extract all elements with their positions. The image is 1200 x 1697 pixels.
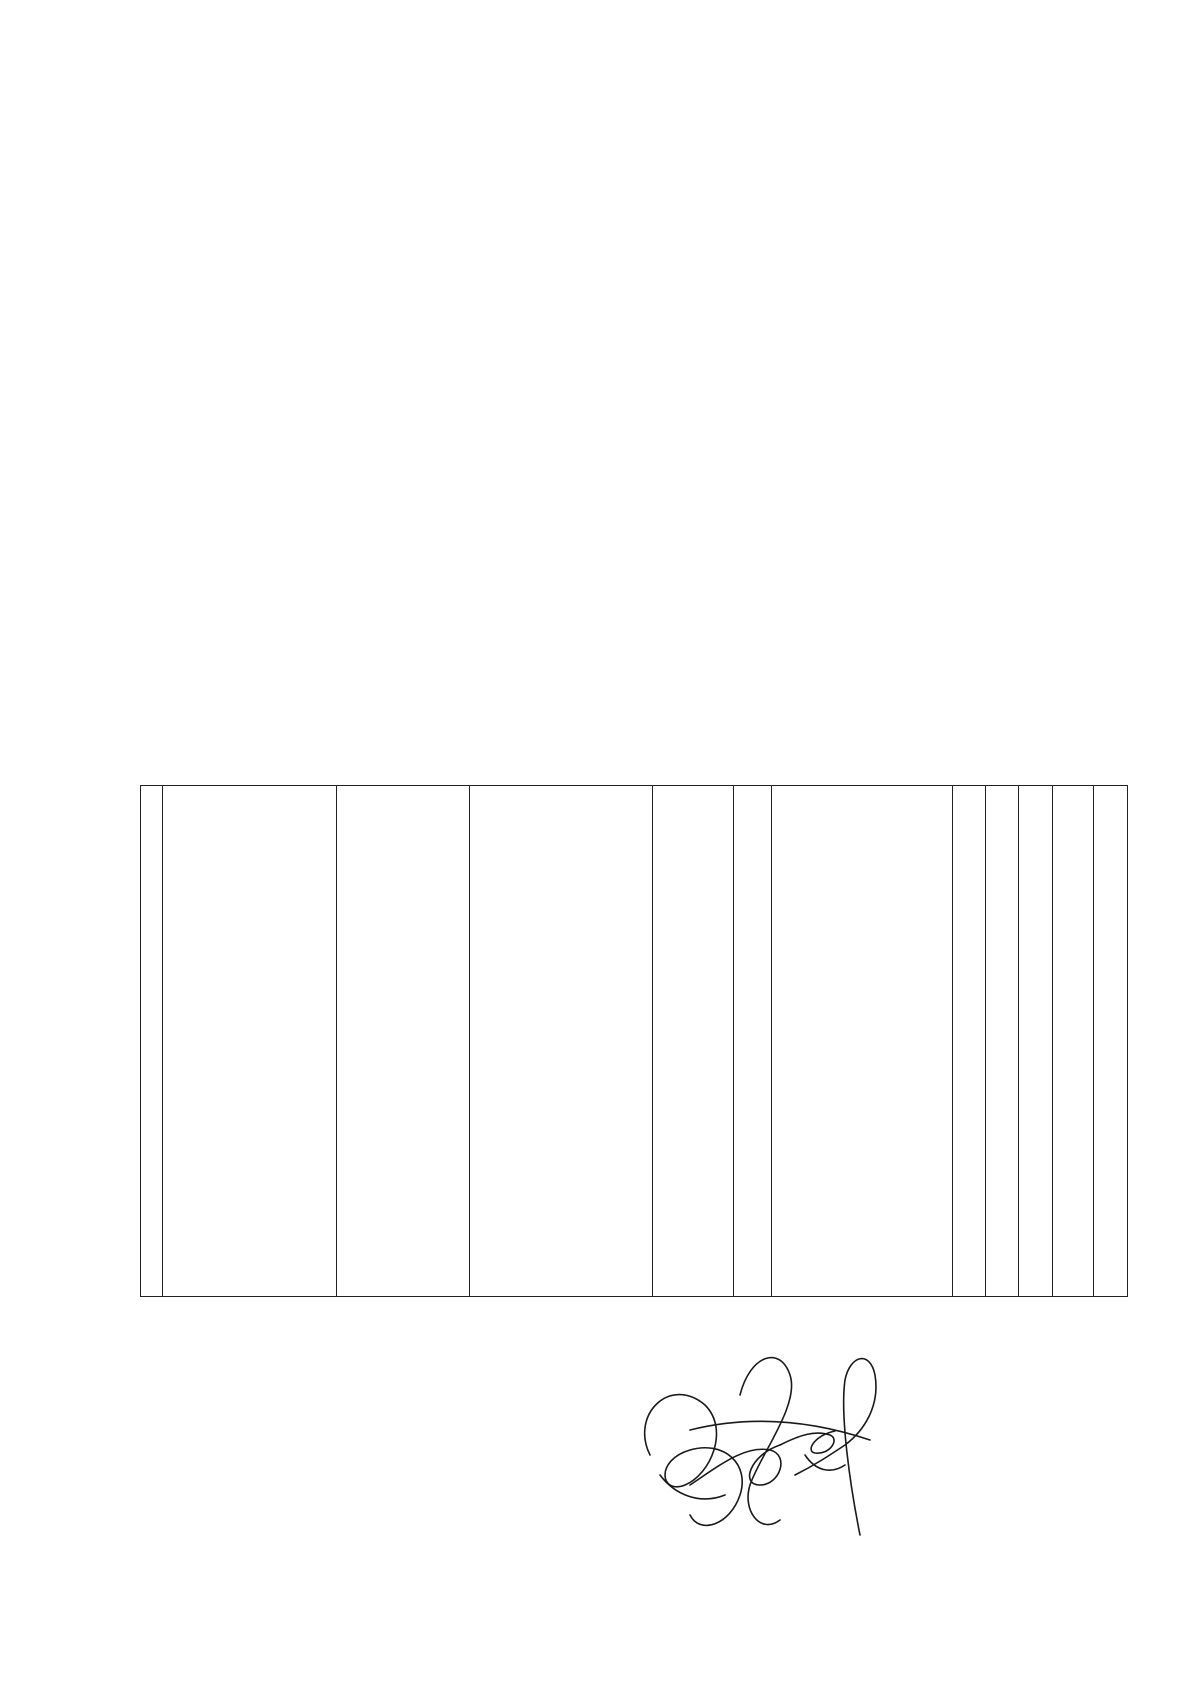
value-cell-3 xyxy=(1019,786,1052,1297)
plan-table-row-9 xyxy=(140,785,1128,1297)
codes-cell xyxy=(652,786,734,1297)
value-cell-1 xyxy=(952,786,985,1297)
value-cell-4 xyxy=(1052,786,1093,1297)
value-cell-2 xyxy=(986,786,1019,1297)
table-row xyxy=(141,786,1128,1297)
unit-cell xyxy=(734,786,772,1297)
row-number-cell xyxy=(141,786,163,1297)
indicator-cell xyxy=(772,786,953,1297)
value-cell-5 xyxy=(1093,786,1127,1297)
handwritten-signature xyxy=(630,1335,890,1565)
executor-cell xyxy=(336,786,469,1297)
measure-cell xyxy=(162,786,336,1297)
result-cell xyxy=(469,786,652,1297)
